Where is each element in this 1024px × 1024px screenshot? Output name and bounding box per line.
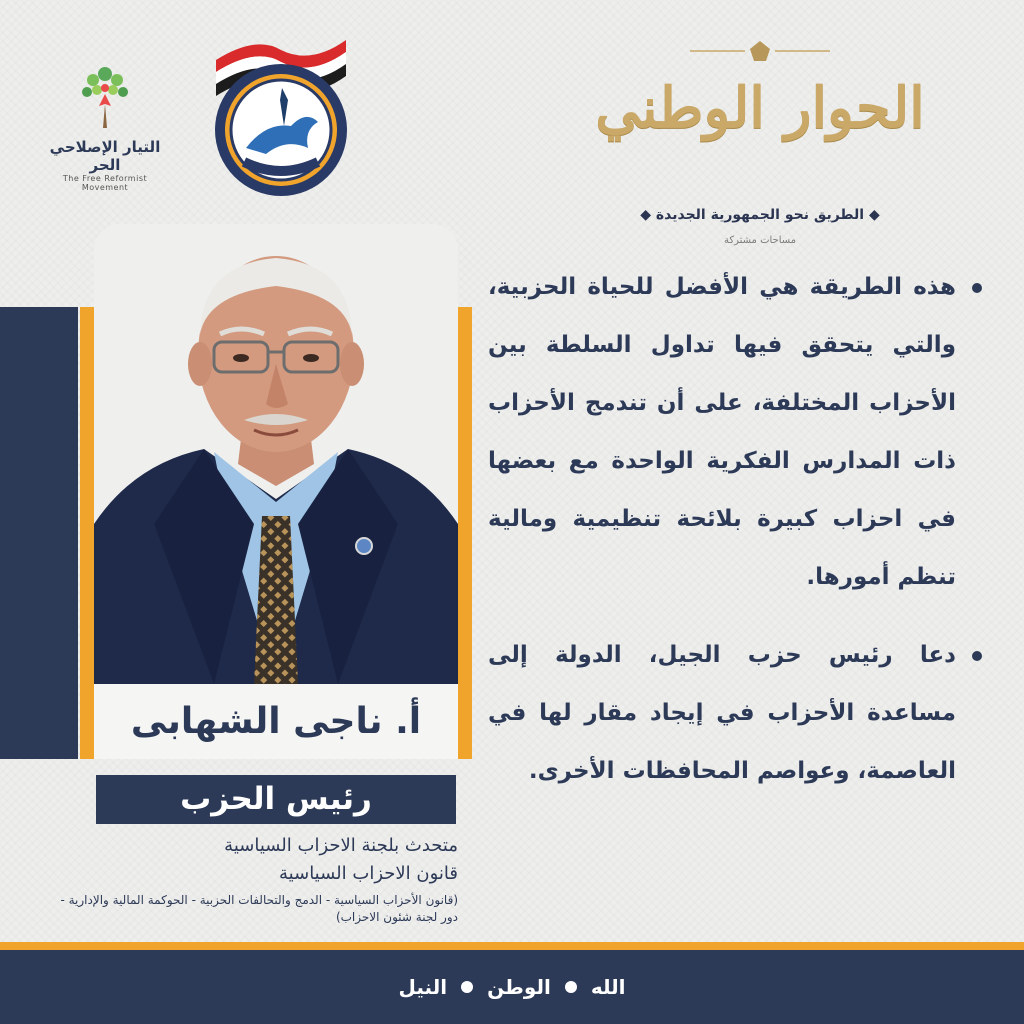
paragraph-text: دعا رئيس حزب الجيل، الدولة إلى مساعدة الأحزاب في إيجاد مقار لها في العاصمة، وعواصم المحافظات الأخرى. <box>488 642 956 784</box>
gold-accent-bar-left <box>80 307 94 759</box>
speaker-topics <box>60 832 458 926</box>
national-dialogue-subtitle: مساحات مشتركة <box>723 235 797 246</box>
bullet-icon <box>972 283 982 293</box>
footer-item-nile: النيل <box>398 975 448 999</box>
party-emblem <box>196 30 366 200</box>
tree-people-icon <box>75 60 135 132</box>
national-dialogue-tagline: ◆ الطريق نحو الجمهورية الجديدة ◆ <box>640 207 880 223</box>
bullet-icon <box>972 651 982 661</box>
navy-side-bar <box>0 307 78 759</box>
egypt-eagle-icon <box>690 39 830 63</box>
speaker-photo <box>94 224 458 684</box>
topic-line-2: قانون الاحزاب السياسية <box>279 863 458 884</box>
speaker-role-box <box>96 775 456 824</box>
national-dialogue-title: الحوار الوطني <box>595 75 925 141</box>
statement-paragraph <box>488 258 982 606</box>
footer <box>0 950 1024 1024</box>
footer-gold-stripe <box>0 942 1024 950</box>
footer-motto <box>0 950 1024 1024</box>
reform-movement-name: التيار الإصلاحي الحر <box>49 138 161 174</box>
reform-movement-logo <box>40 60 170 192</box>
gold-accent-bar-right <box>458 307 472 759</box>
speaker-name-box <box>94 684 458 759</box>
footer-item-nation: الوطن <box>487 975 551 999</box>
footer-item-allah: الله <box>590 975 626 999</box>
statement-content <box>488 258 982 800</box>
eagle-emblem-icon <box>196 30 366 200</box>
statement-paragraph <box>488 626 982 800</box>
reform-movement-subtitle: The Free Reformist Movement <box>62 174 148 192</box>
speaker-role: رئيس الحزب <box>180 781 372 817</box>
speaker-name: أ. ناجى الشهابى <box>130 701 422 742</box>
dot-separator-icon <box>461 981 473 993</box>
topic-details: (قانون الأحزاب السياسية - الدمج والتحالفات الحزبية - الحوكمة المالية والإدارية - دور لجنة شئون الاحزاب) <box>60 893 458 924</box>
topic-line-1: متحدث بلجنة الاحزاب السياسية <box>224 835 458 856</box>
paragraph-text: هذه الطريقة هي الأفضل للحياة الحزبية، والتي يتحقق فيها تداول السلطة بين الأحزاب المختلفة، على أن تندمج الأحزاب ذات المدارس الفكرية الواحدة مع بعضها في احزاب كبيرة بلائحة تنظيمية ومالية تنظم أمورها. <box>488 274 956 590</box>
dot-separator-icon <box>565 981 577 993</box>
national-dialogue-branding <box>560 35 960 255</box>
